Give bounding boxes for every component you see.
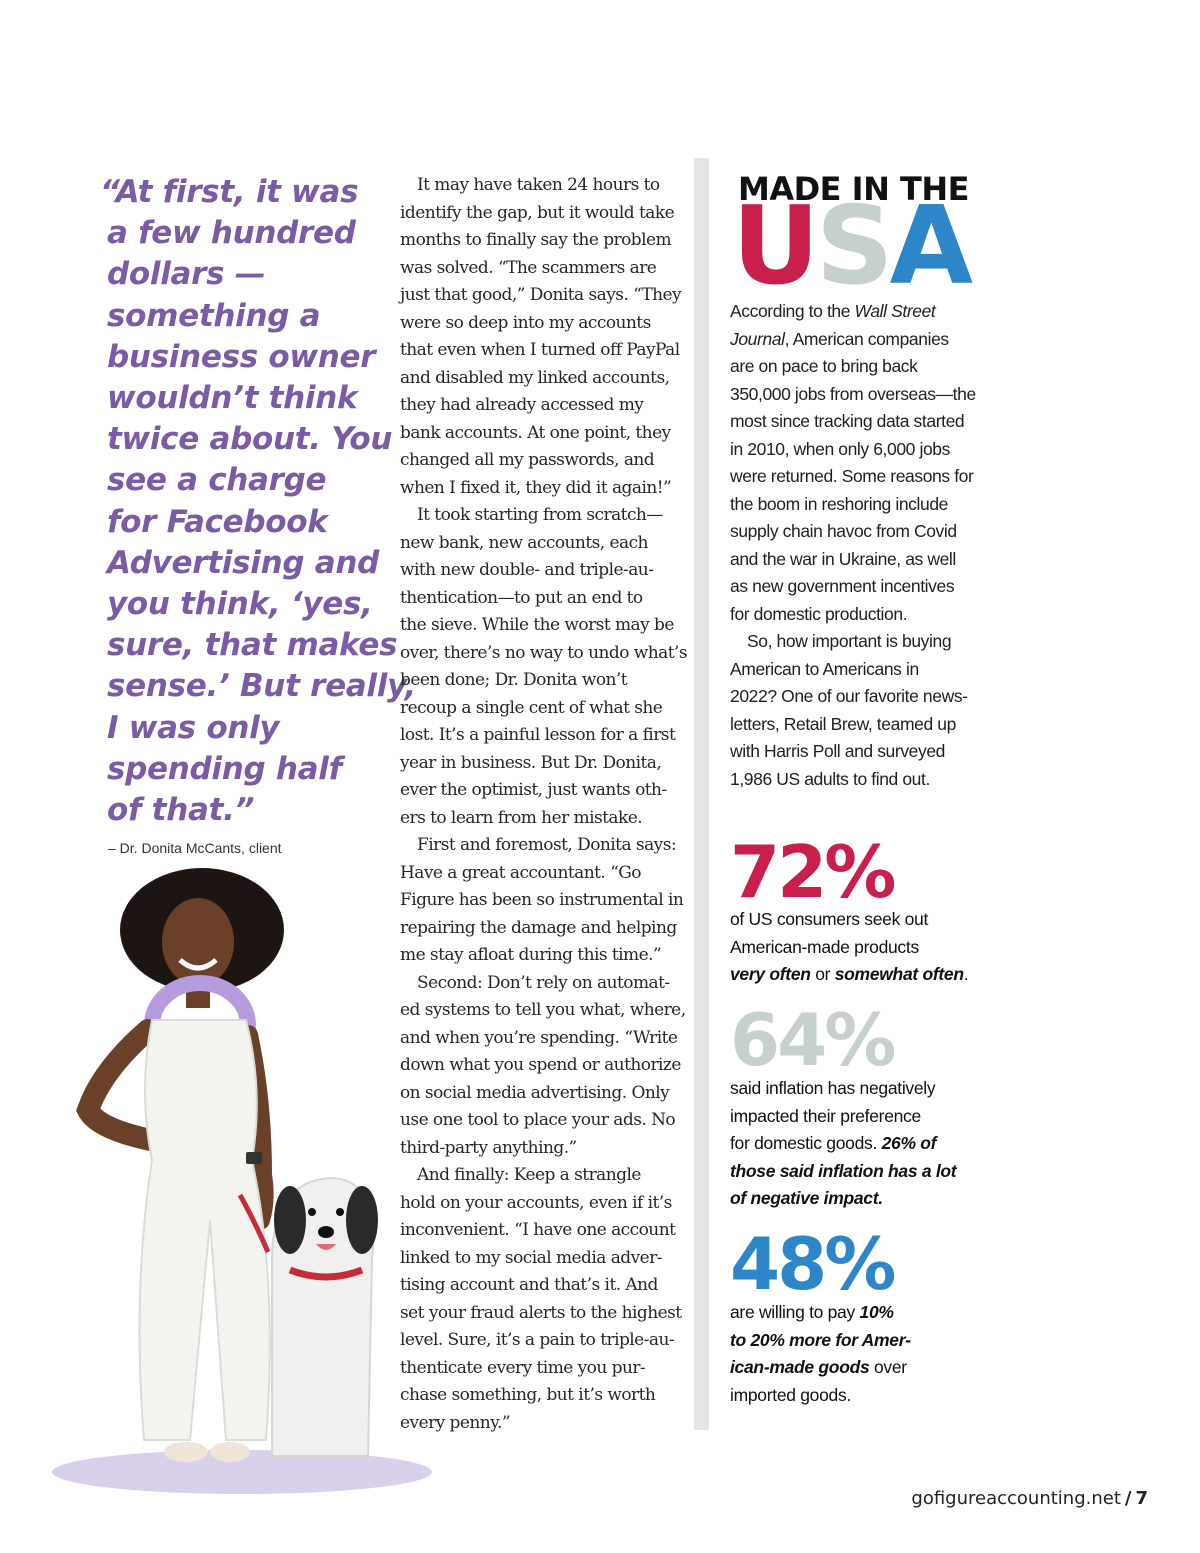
article-line: tising account and that’s it. And xyxy=(400,1275,658,1295)
article-line: on social media advertising. Only xyxy=(400,1082,670,1103)
stat-line xyxy=(730,1130,980,1158)
article-line: just that good,” Donita says. “They xyxy=(400,285,682,305)
article-line: new bank, new accounts, each xyxy=(400,532,648,553)
article-body xyxy=(400,172,688,1437)
article-line: was solved. “The scammers are xyxy=(400,257,657,278)
stat-line: of negative impact. xyxy=(730,1188,883,1208)
article-line: thenticate every time you pur- xyxy=(400,1357,646,1378)
sidebar-heading: MADE IN THE xyxy=(738,170,969,208)
pull-quote-line: for Facebook xyxy=(107,503,328,540)
article-line: that even when I turned off PayPal xyxy=(400,340,680,360)
article-line: inconvenient. “I have one account xyxy=(400,1220,676,1240)
article-line: Figure has been so instrumental in xyxy=(400,890,684,910)
article-line: bank accounts. At one point, they xyxy=(400,422,671,443)
text-run: are willing to pay xyxy=(730,1302,860,1322)
sidebar-line: most since tracking data started xyxy=(730,411,965,431)
emphasis: ican-made goods xyxy=(730,1357,870,1377)
sidebar-line: 1,986 US adults to find out. xyxy=(730,768,930,789)
sidebar-line: are on pace to bring back xyxy=(730,356,918,376)
article-line: It took starting from scratch— xyxy=(417,505,663,525)
white-jumpsuit xyxy=(140,1020,270,1440)
article-line: First and foremost, Donita says: xyxy=(417,835,677,855)
stat-line: those said inflation has a lot xyxy=(730,1160,957,1181)
pull-quote-line: business owner xyxy=(107,338,376,375)
sidebar-line: American to Americans in xyxy=(730,658,919,679)
pull-quote-line: twice about. You xyxy=(107,421,393,458)
sidebar-line: for domestic production. xyxy=(730,603,908,624)
article-line: ever the optimist, just wants oth- xyxy=(400,780,667,800)
text-run: . xyxy=(963,964,969,984)
stat-description xyxy=(730,1075,980,1213)
article-line: months to finally say the problem xyxy=(400,230,672,250)
client-with-dog-photo xyxy=(40,860,440,1510)
sidebar-line: 2022? One of our favorite news- xyxy=(730,686,968,706)
emphasis: 26% of xyxy=(881,1133,937,1153)
publication-name: Wall Street xyxy=(854,301,936,321)
stat-description xyxy=(730,1299,980,1409)
stat-line: imported goods. xyxy=(730,1384,851,1405)
article-line: with new double- and triple-au- xyxy=(400,560,654,580)
face xyxy=(162,898,234,986)
sidebar-divider xyxy=(694,158,709,1430)
sidebar-line: were returned. Some reasons for xyxy=(730,466,974,486)
sidebar-line: with Harris Poll and surveyed xyxy=(730,741,946,761)
sidebar-line: and the war in Ukraine, as well xyxy=(730,548,956,569)
stat-line: to 20% more for Amer- xyxy=(730,1329,911,1350)
sidebar-line: letters, Retail Brew, teamed up xyxy=(730,713,956,734)
emphasis: very often xyxy=(730,964,811,984)
pull-quote-line: see a charge xyxy=(107,462,327,499)
pull-quote xyxy=(100,172,417,831)
stat-line: said inflation has negatively xyxy=(730,1078,936,1098)
article-line: over, there’s no way to undo what’s xyxy=(400,642,688,663)
article-line: Second: Don’t rely on automat- xyxy=(417,972,670,993)
article-line: Have a great accountant. “Go xyxy=(400,862,641,883)
article-line: every penny.” xyxy=(400,1412,510,1433)
article-line: and disabled my linked accounts, xyxy=(400,367,670,388)
stat-value: 64% xyxy=(730,998,894,1082)
quote-attribution: – Dr. Donita McCants, client xyxy=(108,840,282,856)
article-line: were so deep into my accounts xyxy=(400,312,651,333)
usa-letter-a: A xyxy=(889,184,970,309)
article-line: level. Sure, it’s a pain to triple-au- xyxy=(400,1330,675,1350)
emphasis: somewhat often xyxy=(834,964,964,984)
sidebar-line xyxy=(730,326,980,354)
pull-quote-line: dollars — xyxy=(107,256,266,293)
article-line: year in business. But Dr. Donita, xyxy=(400,752,662,773)
page-footer xyxy=(911,1488,1148,1509)
stat-value: 48% xyxy=(730,1222,894,1306)
article-line: ed systems to tell you what, where, xyxy=(400,1000,686,1020)
article-line: And finally: Keep a strangle xyxy=(417,1165,641,1185)
stat-description xyxy=(730,906,980,989)
sidebar-line: in 2010, when only 6,000 jobs xyxy=(730,438,950,459)
pull-quote-line: “At first, it was xyxy=(100,174,359,210)
text-run: According to the xyxy=(730,301,855,321)
article-line: ers to learn from her mistake. xyxy=(400,807,643,828)
publication-name: Journal xyxy=(730,328,785,349)
article-line: when I fixed it, they did it again!” xyxy=(400,477,672,498)
sidebar-line: supply chain havoc from Covid xyxy=(730,521,957,541)
article-line: hold on your accounts, even if it’s xyxy=(400,1192,672,1213)
text-run: , American companies xyxy=(784,328,949,349)
article-line: thentication—to put an end to xyxy=(400,587,643,608)
article-line: third-party anything.” xyxy=(400,1137,577,1158)
footer-separator: / xyxy=(1124,1488,1132,1509)
stat-line: American-made products xyxy=(730,936,919,957)
sidebar-intro xyxy=(730,298,980,793)
sidebar-line xyxy=(730,298,980,326)
pull-quote-line: a few hundred xyxy=(107,215,356,252)
stat-line: of US consumers seek out xyxy=(730,909,929,929)
pull-quote-line: of that.” xyxy=(107,792,255,829)
sidebar-line: the boom in reshoring include xyxy=(730,493,948,514)
pull-quote-line: something a xyxy=(107,297,321,334)
article-line: linked to my social media adver- xyxy=(400,1247,662,1268)
article-line: lost. It’s a painful lesson for a first xyxy=(400,725,676,745)
usa-letter-u: U xyxy=(732,184,816,309)
sidebar-line: 350,000 jobs from overseas—the xyxy=(730,383,976,404)
sidebar-line: as new government incentives xyxy=(730,576,955,596)
pull-quote-line: sure, that makes xyxy=(107,627,398,664)
stat-value: 72% xyxy=(730,830,894,914)
article-line: identify the gap, but it would take xyxy=(400,202,675,223)
article-line: set your fraud alerts to the highest xyxy=(400,1302,682,1323)
pull-quote-line: I was only xyxy=(107,709,280,746)
pull-quote-line: spending half xyxy=(107,750,342,787)
stat-line xyxy=(730,1299,980,1327)
article-line: recoup a single cent of what she xyxy=(400,697,663,718)
text-run: or xyxy=(810,964,835,984)
page-number: 7 xyxy=(1135,1488,1148,1509)
article-line: me stay afloat during this time.” xyxy=(400,945,662,965)
article-line: It may have taken 24 hours to xyxy=(417,175,660,195)
article-line: been done; Dr. Donita won’t xyxy=(400,670,628,690)
sidebar-line: So, how important is buying xyxy=(747,631,952,651)
website-link[interactable]: gofigureaccounting.net xyxy=(911,1488,1121,1509)
stat-line xyxy=(730,1354,980,1382)
text-run: over xyxy=(869,1357,907,1377)
usa-letter-s: S xyxy=(815,184,890,309)
pull-quote-line: Advertising and xyxy=(107,544,380,581)
pull-quote-line: wouldn’t think xyxy=(107,380,358,417)
emphasis: 10% xyxy=(859,1302,894,1322)
article-line: chase something, but it’s worth xyxy=(400,1385,656,1405)
article-line: down what you spend or authorize xyxy=(400,1055,681,1075)
article-line: and when you’re spending. “Write xyxy=(400,1027,678,1048)
article-line: they had already accessed my xyxy=(400,395,644,415)
article-line: the sieve. While the worst may be xyxy=(400,615,674,635)
stat-line xyxy=(730,961,980,989)
article-line: changed all my passwords, and xyxy=(400,450,655,470)
article-line: use one tool to place your ads. No xyxy=(400,1110,676,1130)
text-run: for domestic goods. xyxy=(730,1133,882,1153)
stat-line: impacted their preference xyxy=(730,1105,921,1126)
pull-quote-line: you think, ‘yes, xyxy=(107,586,373,623)
pull-quote-line: sense.’ But really, xyxy=(107,668,417,705)
article-line: repairing the damage and helping xyxy=(400,917,677,938)
